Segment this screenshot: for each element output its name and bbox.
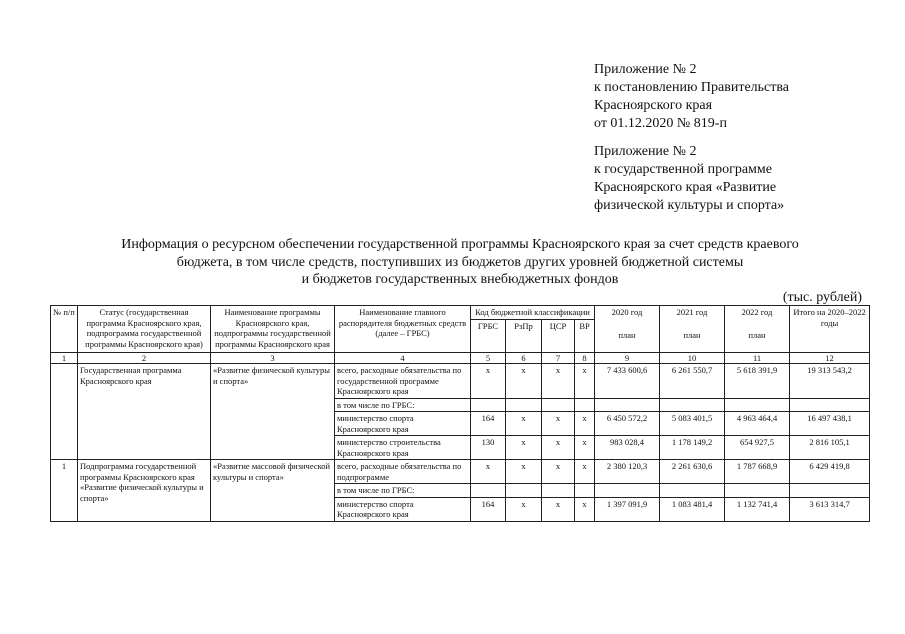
header-2020-year: 2020 год (611, 307, 643, 317)
col-number: 7 (542, 352, 575, 364)
cell-total: 6 429 419,8 (790, 460, 870, 484)
cell-2022: 654 927,5 (725, 436, 790, 460)
header-status: Статус (государственная программа Красноярского края, подпрограмма государственной программы Красноярского края) (78, 306, 211, 353)
table-row (51, 460, 870, 484)
attachment-line: физической культуры и спорта» (594, 198, 785, 213)
col-number: 5 (471, 352, 506, 364)
cell-grbs: 130 (471, 436, 506, 460)
header-2020-plan: план (618, 329, 636, 340)
attachment-line: к государственной программе (594, 162, 772, 177)
cell-vr: х (575, 497, 595, 521)
row-grbs-label: всего, расходные обязательства по подпрограмме (335, 460, 471, 484)
cell-2022: 1 132 741,4 (725, 497, 790, 521)
row-num: 1 (51, 460, 78, 522)
cell-total: 2 816 105,1 (790, 436, 870, 460)
row-grbs-label: министерство спорта Красноярского края (335, 412, 471, 436)
cell-rzpr: х (506, 364, 542, 399)
attachment-line: Красноярского края (594, 98, 713, 113)
col-number: 9 (595, 352, 660, 364)
document-title (60, 236, 860, 289)
attachment-line: Красноярского края «Развитие (594, 180, 777, 195)
title-line: и бюджетов государственных внебюджетных фондов (301, 272, 619, 287)
cell-grbs: 164 (471, 412, 506, 436)
header-2022 (725, 306, 790, 353)
attachment-line: от 01.12.2020 № 819-п (594, 116, 727, 131)
attachment-block-2 (594, 143, 784, 215)
attachment-line: к постановлению Правительства (594, 80, 790, 95)
cell-csr: х (542, 460, 575, 484)
header-grbs-name: Наименование главного распорядителя бюджетных средств (далее – ГРБС) (335, 306, 471, 353)
row-num (51, 364, 78, 460)
header-code-rzpr: РзПр (506, 319, 542, 352)
cell-2022: 1 787 668,9 (725, 460, 790, 484)
cell-2021: 6 261 550,7 (660, 364, 725, 399)
cell-2020: 983 028,4 (595, 436, 660, 460)
cell-2022: 4 963 464,4 (725, 412, 790, 436)
header-2021-plan: план (683, 329, 701, 340)
header-2021-year: 2021 год (676, 307, 708, 317)
cell-2021: 1 178 149,2 (660, 436, 725, 460)
cell-grbs: х (471, 460, 506, 484)
cell-rzpr: х (506, 436, 542, 460)
cell-rzpr: х (506, 497, 542, 521)
cell-2020: 2 380 120,3 (595, 460, 660, 484)
cell-rzpr: х (506, 412, 542, 436)
cell-total: 3 613 314,7 (790, 497, 870, 521)
cell-vr: х (575, 460, 595, 484)
row-grbs-label: в том числе по ГРБС: (335, 398, 471, 412)
table-row (51, 364, 870, 399)
header-num: № п/п (51, 306, 78, 353)
budget-table (50, 305, 870, 522)
row-grbs-label: в том числе по ГРБС: (335, 484, 471, 498)
col-number: 8 (575, 352, 595, 364)
cell-2021: 5 083 401,5 (660, 412, 725, 436)
cell-vr: х (575, 412, 595, 436)
col-number: 10 (660, 352, 725, 364)
cell-csr: х (542, 436, 575, 460)
row-program-name: «Развитие физической культуры и спорта» (211, 364, 335, 460)
col-number: 4 (335, 352, 471, 364)
cell-total: 16 497 438,1 (790, 412, 870, 436)
header-2022-year: 2022 год (741, 307, 773, 317)
row-grbs-label: министерство спорта Красноярского края (335, 497, 471, 521)
header-name: Наименование программы Красноярского края, подпрограммы государственной программы Красноярского края (211, 306, 335, 353)
header-2022-plan: план (748, 329, 766, 340)
col-number: 11 (725, 352, 790, 364)
header-2020 (595, 306, 660, 353)
cell-rzpr: х (506, 460, 542, 484)
row-grbs-label: всего, расходные обязательства по государственной программе Красноярского края (335, 364, 471, 399)
header-row (51, 306, 870, 320)
cell-2022: 5 618 391,9 (725, 364, 790, 399)
title-line: Информация о ресурсном обеспечении государственной программы Красноярского края за счет средств краевого (121, 237, 799, 252)
cell-2020: 6 450 572,2 (595, 412, 660, 436)
cell-2021: 2 261 630,6 (660, 460, 725, 484)
col-number: 3 (211, 352, 335, 364)
column-number-row (51, 352, 870, 364)
row-status: Подпрограмма государственной программы Красноярского края «Развитие физической культуры и спорта» (78, 460, 211, 522)
cell-grbs: 164 (471, 497, 506, 521)
cell-csr: х (542, 497, 575, 521)
header-code-grbs: ГРБС (471, 319, 506, 352)
cell-vr: х (575, 364, 595, 399)
header-code-vr: ВР (575, 319, 595, 352)
header-total: Итого на 2020–2022 годы (790, 306, 870, 353)
title-line: бюджета, в том числе средств, поступивших из бюджетов других уровней бюджетной системы (176, 254, 744, 270)
units-label: (тыс. рублей) (782, 290, 862, 305)
cell-csr: х (542, 364, 575, 399)
row-grbs-label: министерство строительства Красноярского края (335, 436, 471, 460)
cell-total: 19 313 543,2 (790, 364, 870, 399)
col-number: 6 (506, 352, 542, 364)
row-program-name: «Развитие массовой физической культуры и спорта» (211, 460, 335, 522)
col-number: 12 (790, 352, 870, 364)
attachment-block-1 (594, 61, 789, 133)
cell-vr: х (575, 436, 595, 460)
header-code-csr: ЦСР (542, 319, 575, 352)
col-number: 1 (51, 352, 78, 364)
attachment-line: Приложение № 2 (594, 62, 697, 77)
cell-2020: 1 397 091,9 (595, 497, 660, 521)
row-status: Государственная программа Красноярского края (78, 364, 211, 460)
cell-grbs: х (471, 364, 506, 399)
cell-2020: 7 433 600,6 (595, 364, 660, 399)
cell-2021: 1 083 481,4 (660, 497, 725, 521)
attachment-line: Приложение № 2 (594, 144, 697, 159)
header-code-group: Код бюджетной классификации (471, 306, 595, 320)
cell-csr: х (542, 412, 575, 436)
col-number: 2 (78, 352, 211, 364)
header-2021 (660, 306, 725, 353)
